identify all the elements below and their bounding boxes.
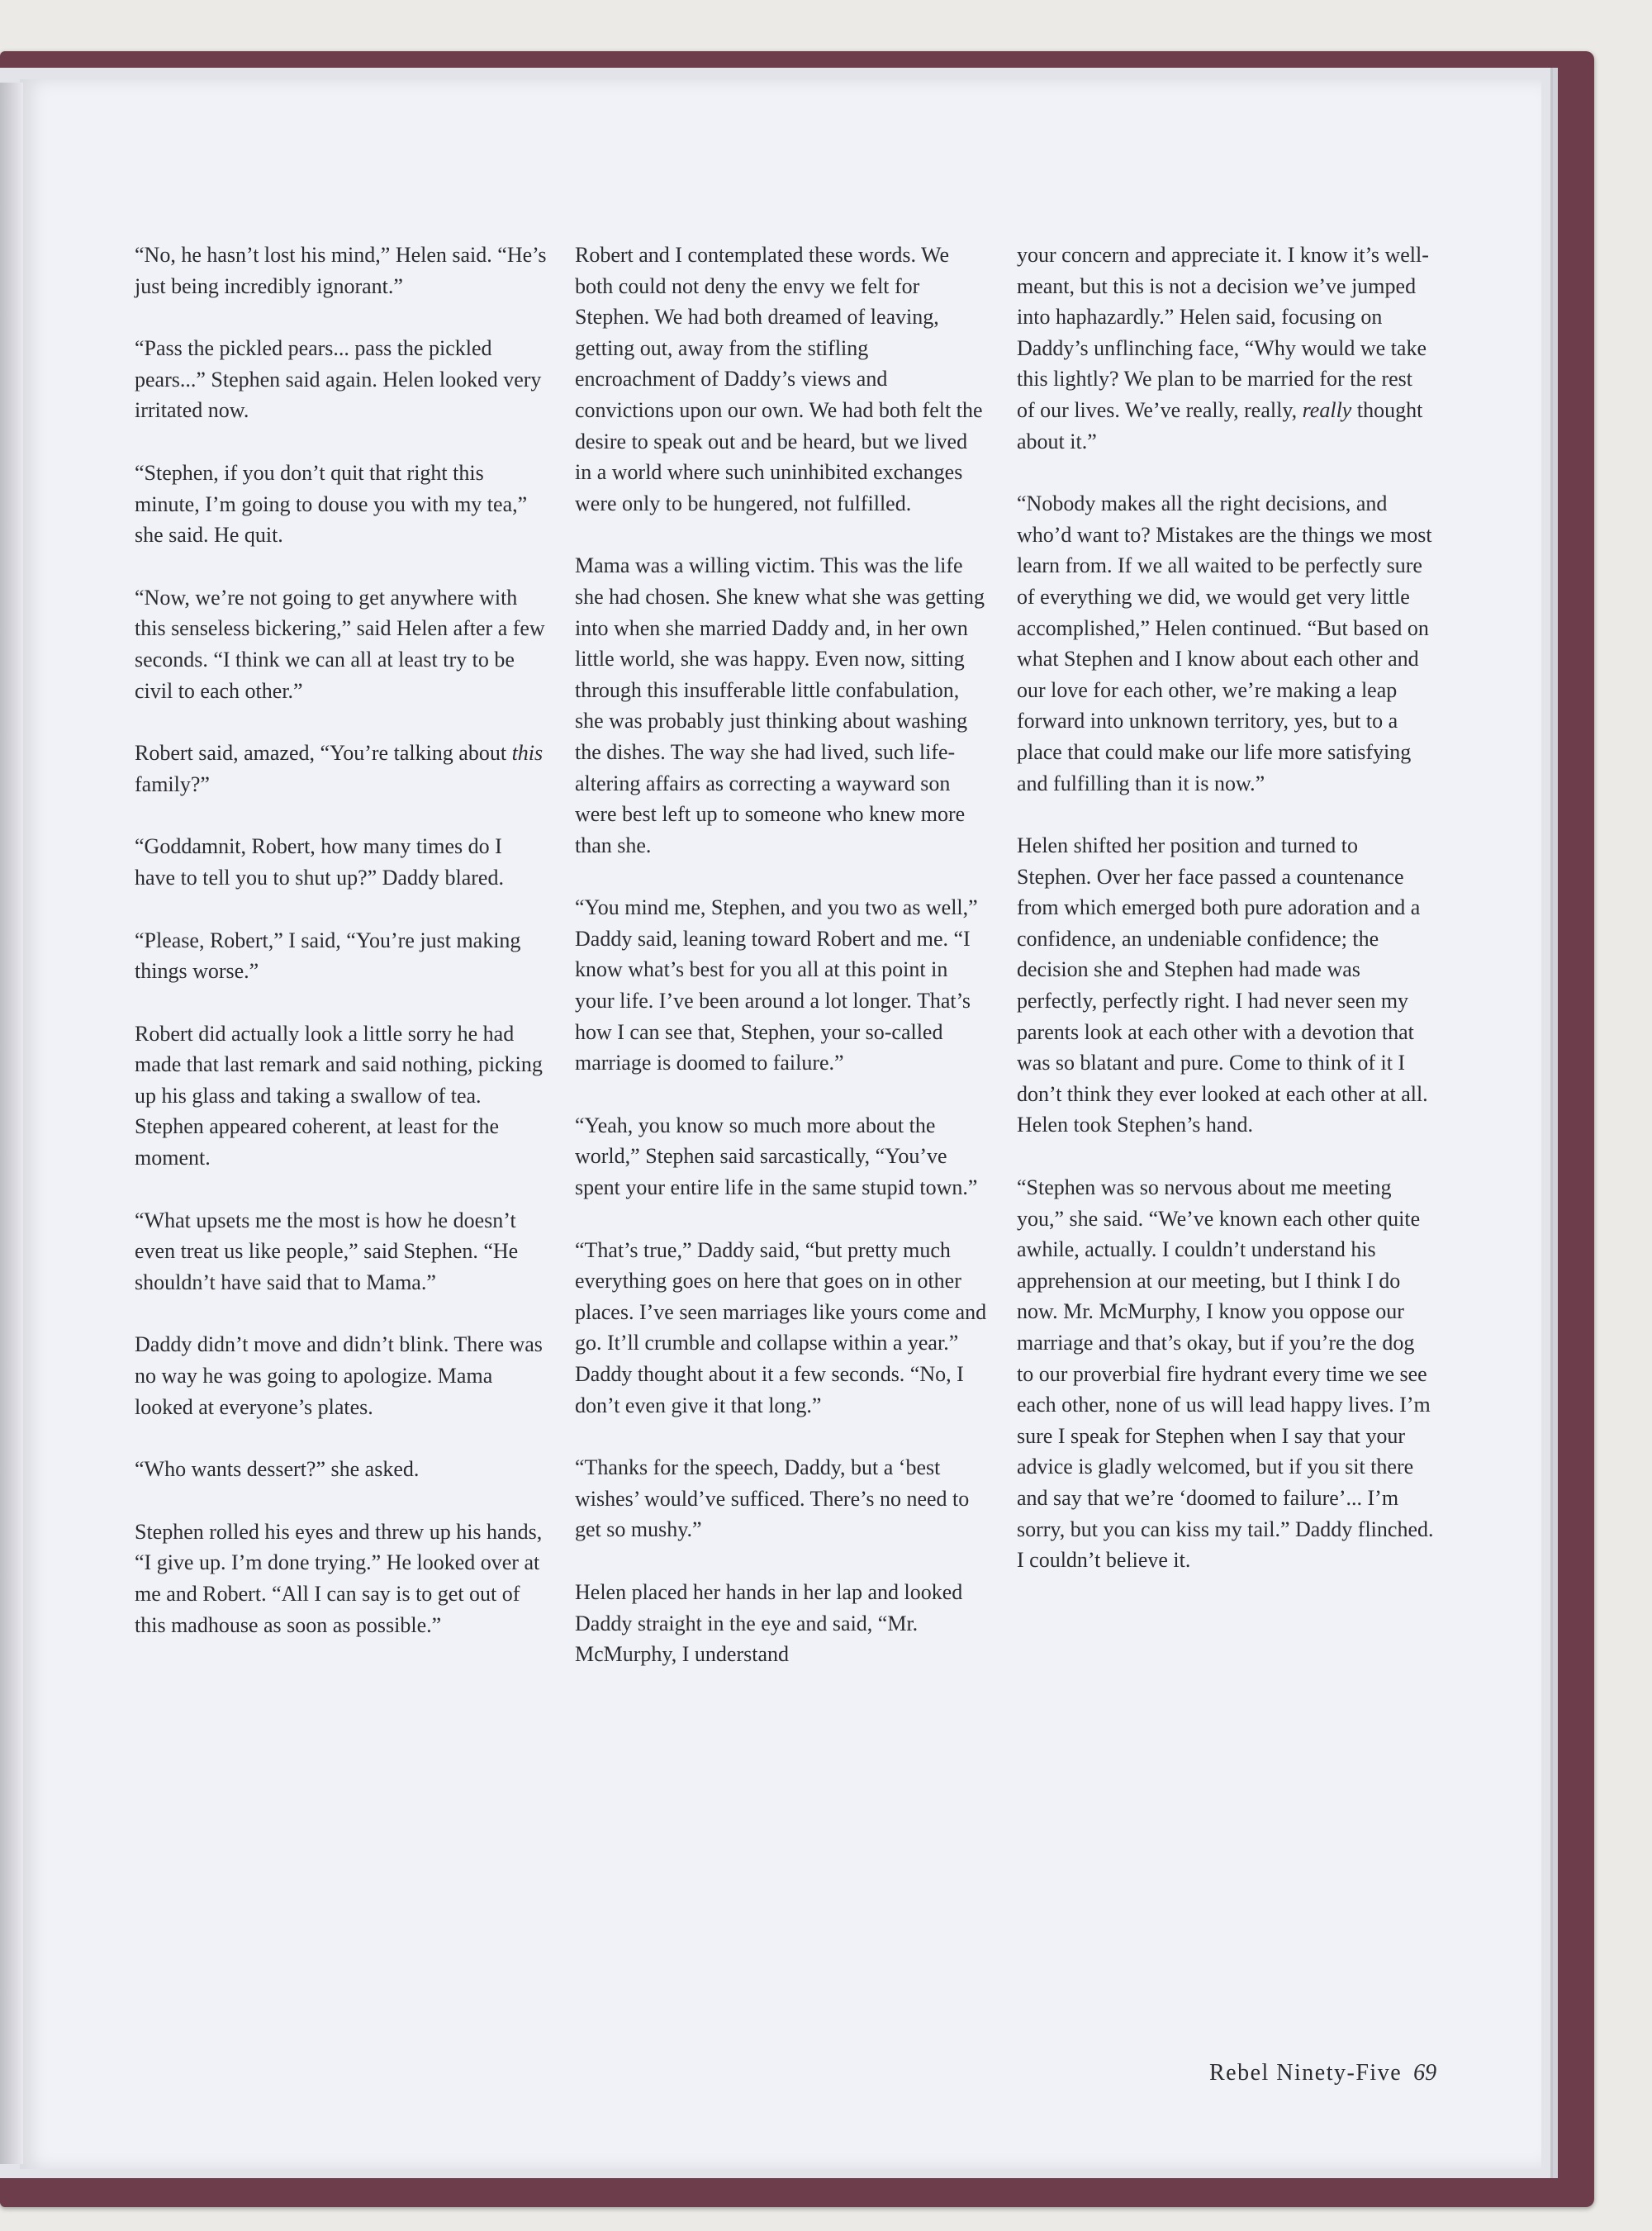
paragraph: Stephen rolled his eyes and threw up his hands, “I give up. I’m done trying.” He looked over at me and Robert. “All I can say is to get out of this madhouse as soon as possible.”: [135, 1519, 543, 1637]
emphasis: this: [511, 741, 544, 766]
paragraph: “No, he hasn’t lost his mind,” Helen said. “He’s just being incredibly ignorant.”: [135, 243, 547, 298]
paragraph: “Now, we’re not going to get anywhere with this senseless bickering,” said Helen after a few seconds. “I think we can all at least try to be civil to each other.”: [135, 585, 545, 703]
emphasis: really: [1302, 397, 1352, 422]
paragraph: [1017, 240, 1434, 457]
paragraph: Mama was a willing victim. This was the life she had chosen. She knew what she was getting into when she married Daddy and, in her own little world, she was happy. Even now, sitting through this insufferable little confabulation, she was probably just thinking about washing the dishes. The way she had lived, such life-altering affairs as correcting a wayward son were best left up to someone who knew more than she.: [575, 553, 985, 857]
page-edge: [1550, 68, 1553, 2178]
paragraph: “Please, Robert,” I said, “You’re just making things worse.”: [135, 928, 521, 984]
paragraph-text: your concern and appreciate it. I know it’s well-meant, but this is not a decision we’ve jumped into haphazardly.” Helen said, focusing on Daddy’s unflinching face, “Why would we take this lightly? We plan to be married for the rest of our lives. We’ve really, really,: [1017, 243, 1429, 422]
paragraph: “Who wants dessert?” she asked.: [135, 1457, 420, 1482]
paragraph: Robert did actually look a little sorry he had made that last remark and said nothing, picking up his glass and taking a swallow of tea. Stephen appeared coherent, at least for the moment.: [135, 1021, 543, 1170]
facing-page-curl: [0, 83, 23, 2164]
paragraph: Helen shifted her position and turned to Stephen. Over her face passed a countenance from which emerged both pure adoration and a confidence, an undeniable confidence; the decision she and Stephen had made was perfectly, perfectly right. I had never seen my parents look at each other with a devotion that was so blatant and pure. Come to think of it I don’t think they ever looked at each other at all. Helen took Stephen’s hand.: [1017, 833, 1428, 1137]
paragraph: “Yeah, you know so much more about the world,” Stephen said sarcastically, “You’ve spent your entire life in the same stupid town.”: [575, 1113, 978, 1200]
paragraph: “That’s true,” Daddy said, “but pretty much everything goes on here that goes on in other places. I’ve seen marriages like yours come and go. It’ll crumble and collapse within a year.” Daddy thought about it a few seconds. “No, I don’t even give it that long.”: [575, 1237, 987, 1417]
paragraph: [135, 738, 548, 800]
paragraph: “Nobody makes all the right decisions, and who’d want to? Mistakes are the things we most learn from. If we all waited to be perfectly sure of everything we did, we would get very little accomplished,” Helen continued. “But based on what Stephen and I know about each other and our love for each other, we’re making a leap forward into unknown territory, yes, but to a place that could make our life more satisfying and fulfilling than it is now.”: [1017, 491, 1432, 795]
paragraph-text: Robert said, amazed, “You’re talking about: [135, 741, 512, 766]
paragraph: “Goddamnit, Robert, how many times do I have to tell you to shut up?” Daddy blared.: [135, 834, 504, 890]
paragraph: Robert and I contemplated these words. We both could not deny the envy we felt for Stephen. We had both dreamed of leaving, getting out, away from the stifling encroachment of Daddy’s views and convictions upon our own. We had both felt the desire to speak out and be heard, but we lived in a world where such uninhibited exchanges were only to be hungered, not fulfilled.: [575, 243, 983, 515]
running-footer: [1209, 2060, 1436, 2086]
text-column-1: [135, 240, 548, 1640]
paragraph-text: thought about it.”: [1017, 397, 1423, 453]
paragraph-text: family?”: [135, 771, 210, 796]
paragraph: “Stephen, if you don’t quit that right this minute, I’m going to douse you with my tea,” she said. He quit.: [135, 460, 528, 548]
text-column-3: [1017, 240, 1434, 1576]
text-column-2: [575, 240, 988, 1670]
paragraph: “You mind me, Stephen, and you two as well,” Daddy said, leaning toward Robert and me. “I know what’s best for you all at this point in your life. I’ve been around a lot longer. That’s how I can see that, Stephen, your so-called marriage is doomed to failure.”: [575, 895, 978, 1075]
paragraph: “Thanks for the speech, Daddy, but a ‘best wishes’ would’ve sufficed. There’s no need to get so mushy.”: [575, 1455, 970, 1542]
paragraph: Helen placed her hands in her lap and looked Daddy straight in the eye and said, “Mr. McMurphy, I understand: [575, 1579, 963, 1667]
paragraph: “Stephen was so nervous about me meeting you,” she said. “We’ve known each other quite awhile, actually. I couldn’t understand his apprehension at our meeting, but I think I do now. Mr. McMurphy, I know you oppose our marriage and that’s okay, but if you’re the dog to our proverbial fire hydrant every time we see each other, none of us will lead happy lives. I’m sure I speak for Stephen when I say that your advice is gladly welcomed, but if you sit there and say that we’re ‘doomed to failure’... I’m sorry, but you can kiss my tail.” Daddy flinched. I couldn’t believe it.: [1017, 1175, 1434, 1573]
paragraph: “What upsets me the most is how he doesn’t even treat us like people,” said Stephen. “He shouldn’t have said that to Mama.”: [135, 1208, 519, 1294]
paragraph: “Pass the pickled pears... pass the pickled pears...” Stephen said again. Helen looked very irritated now.: [135, 336, 542, 423]
paragraph: Daddy didn’t move and didn’t blink. There was no way he was going to apologize. Mama looked at everyone’s plates.: [135, 1332, 543, 1419]
publication-title: Rebel Ninety-Five: [1209, 2060, 1403, 2086]
page-number: 69: [1413, 2060, 1437, 2086]
